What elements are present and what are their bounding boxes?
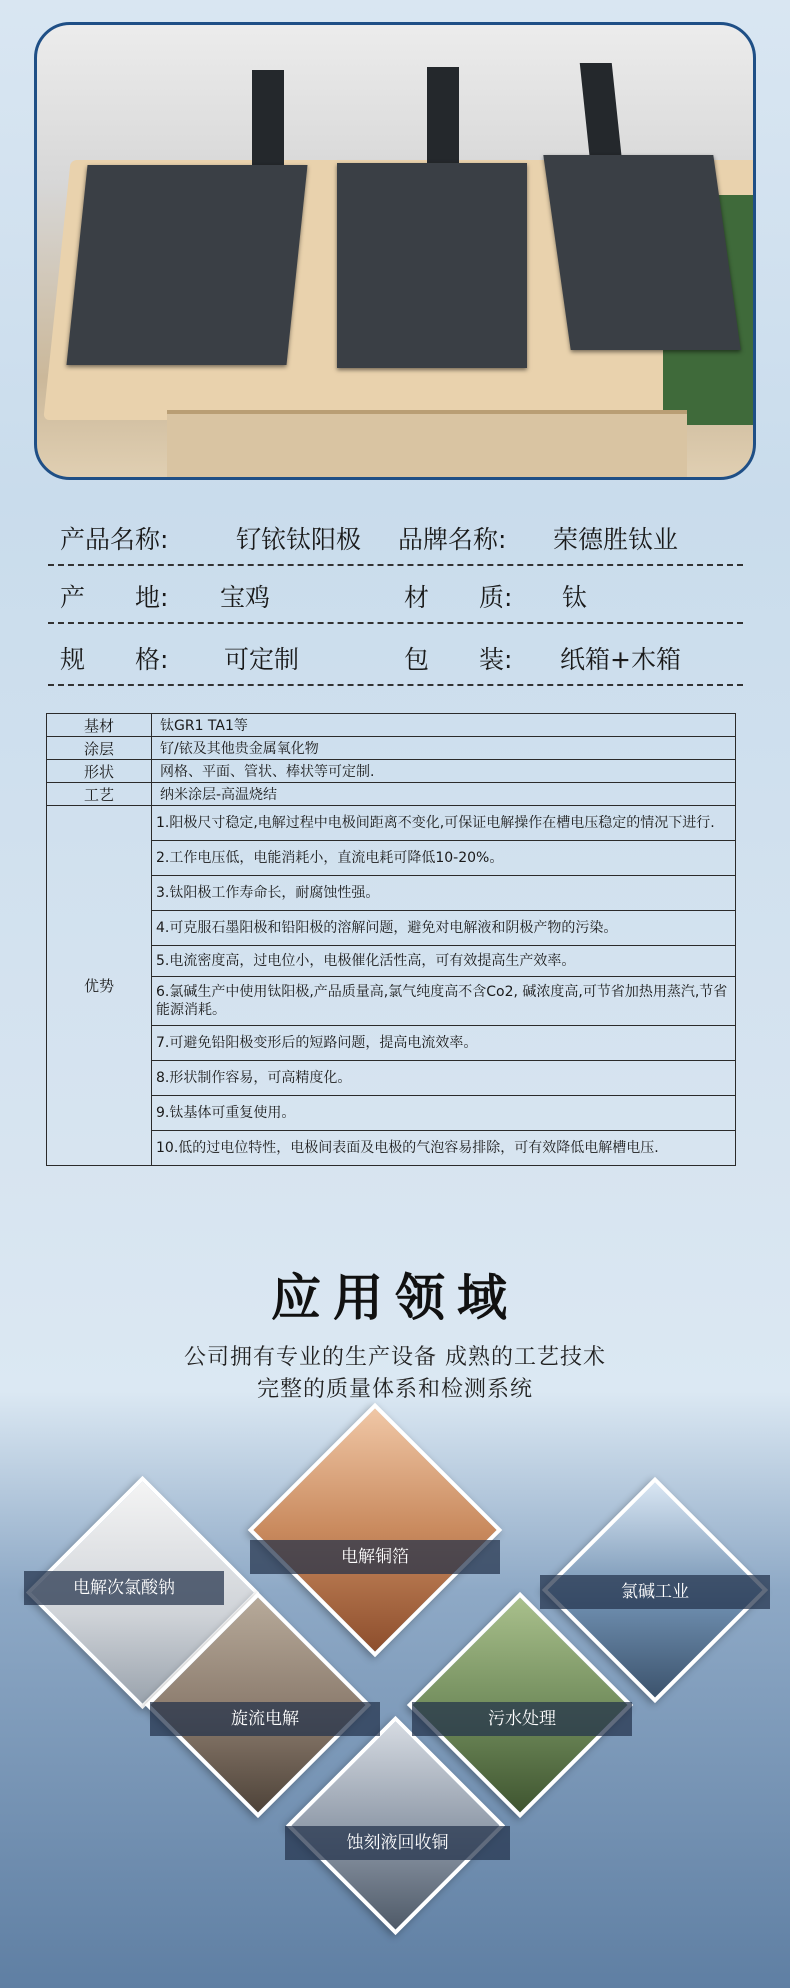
info-row-spec-package xyxy=(48,628,743,686)
advantage-item: 2.工作电压低，电能消耗小，直流电耗可降低10-20%。 xyxy=(152,841,736,876)
anode-tab xyxy=(427,67,459,167)
table-row xyxy=(47,760,736,783)
origin-label: 产 地: xyxy=(60,583,169,612)
advantage-item: 5.电流密度高，过电位小，电极催化活性高，可有效提高生产效率。 xyxy=(152,946,736,977)
advantage-item: 9.钛基体可重复使用。 xyxy=(152,1096,736,1131)
spec-table xyxy=(46,713,736,1166)
wooden-crate xyxy=(167,410,687,480)
application-title: 应用领域 xyxy=(271,1268,519,1327)
advantage-item: 6.氯碱生产中使用钛阳极,产品质量高,氯气纯度高不含Co2, 碱浓度高,可节省加热用蒸汽,节省能源消耗。 xyxy=(152,977,736,1026)
advantage-item: 8.形状制作容易，可高精度化。 xyxy=(152,1061,736,1096)
advantage-item: 3.钛阳极工作寿命长，耐腐蚀性强。 xyxy=(152,876,736,911)
table-row xyxy=(47,737,736,760)
product-name-label: 产品名称: xyxy=(60,525,169,554)
row-key: 工艺 xyxy=(47,783,152,806)
tile-label: 电解铜箔 xyxy=(250,1540,500,1574)
row-key: 涂层 xyxy=(47,737,152,760)
row-value: 钌/铱及其他贵金属氧化物 xyxy=(152,737,736,760)
tile-label: 氯碱工业 xyxy=(540,1575,770,1609)
advantage-key: 优势 xyxy=(47,806,152,1166)
tile-label: 旋流电解 xyxy=(150,1702,380,1736)
advantage-item: 4.可克服石墨阳极和铅阳极的溶解问题，避免对电解液和阴极产物的污染。 xyxy=(152,911,736,946)
info-row-name-brand xyxy=(48,508,743,566)
spec-value: 可定制 xyxy=(224,645,300,674)
tile-label: 蚀刻液回收铜 xyxy=(285,1826,510,1860)
product-name-value: 钌铱钛阳极 xyxy=(236,525,362,554)
row-value: 钛GR1 TA1等 xyxy=(152,714,736,737)
advantage-item: 1.阳极尺寸稳定,电解过程中电极间距离不变化,可保证电解操作在槽电压稳定的情况下进行. xyxy=(152,806,736,841)
anode-plate xyxy=(337,163,527,368)
info-row-origin-material xyxy=(48,566,743,624)
row-value: 网格、平面、管状、棒状等可定制. xyxy=(152,760,736,783)
anode-plate xyxy=(66,165,307,365)
advantage-item: 10.低的过电位特性，电极间表面及电极的气泡容易排除，可有效降低电解槽电压. xyxy=(152,1131,736,1166)
row-value: 纳米涂层-高温烧结 xyxy=(152,783,736,806)
table-row xyxy=(47,783,736,806)
row-key: 形状 xyxy=(47,760,152,783)
anode-plate xyxy=(543,155,740,350)
table-row xyxy=(47,714,736,737)
brand-label: 品牌名称: xyxy=(398,525,507,554)
material-label: 材 质: xyxy=(404,583,513,612)
anode-tab xyxy=(580,63,623,163)
anode-tab xyxy=(252,70,284,170)
material-value: 钛 xyxy=(562,583,588,612)
spec-label: 规 格: xyxy=(60,645,169,674)
application-subtitle-1: 公司拥有专业的生产设备 成熟的工艺技术 xyxy=(184,1345,606,1370)
application-subtitle-2: 完整的质量体系和检测系统 xyxy=(256,1377,533,1402)
advantage-item: 7.可避免铅阳极变形后的短路问题，提高电流效率。 xyxy=(152,1026,736,1061)
package-label: 包 装: xyxy=(404,645,513,674)
package-value: 纸箱+木箱 xyxy=(560,645,681,674)
row-key: 基材 xyxy=(47,714,152,737)
brand-value: 荣德胜钛业 xyxy=(553,525,679,554)
tile-label: 电解次氯酸钠 xyxy=(24,1571,224,1605)
table-row xyxy=(47,806,736,841)
tile-label: 污水处理 xyxy=(412,1702,632,1736)
origin-value: 宝鸡 xyxy=(220,583,271,612)
product-photo xyxy=(34,22,756,480)
